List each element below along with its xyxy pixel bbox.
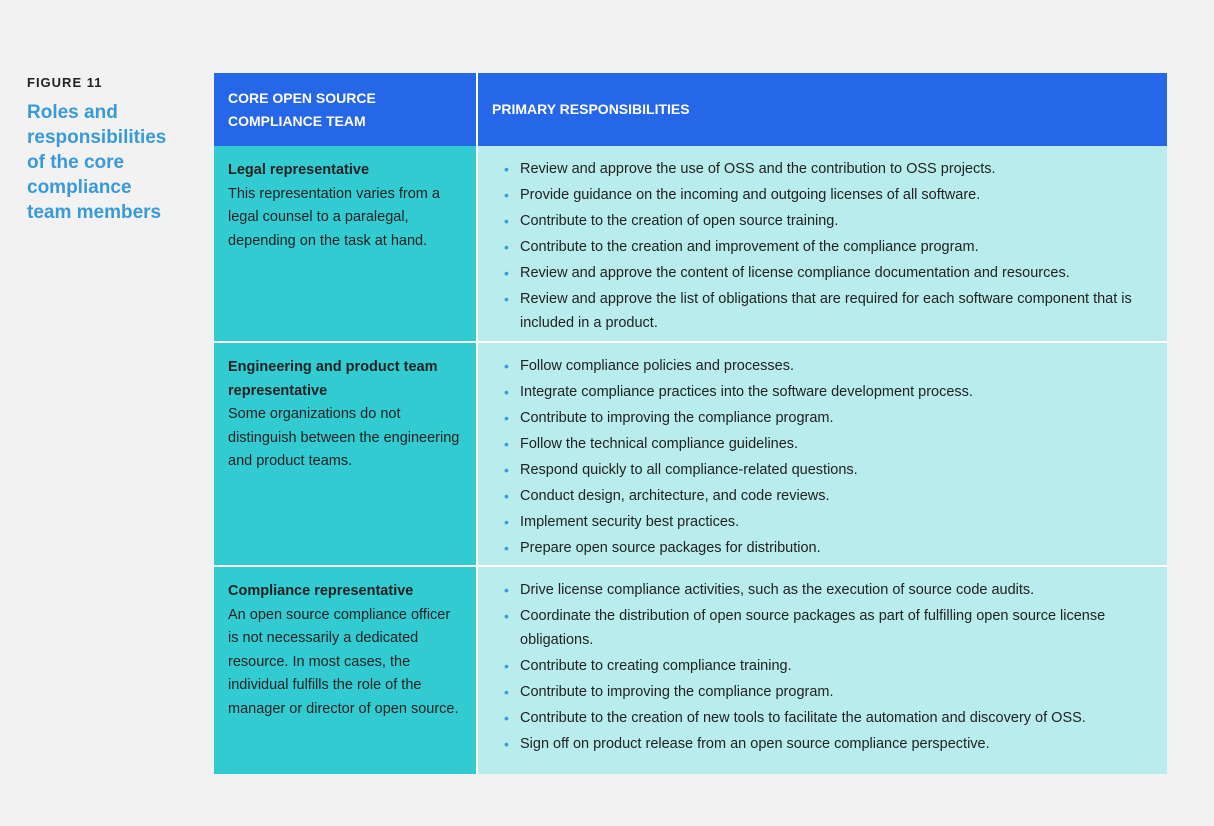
bullet-icon: • [504, 709, 509, 726]
responsibility-item [502, 733, 1153, 757]
role-cell [214, 342, 477, 566]
bullet-icon: • [504, 608, 509, 624]
roles-table [214, 73, 1167, 774]
responsibility-item [502, 459, 1153, 483]
responsibility-item [502, 236, 1153, 260]
bullet-icon: • [504, 735, 509, 752]
responsibility-item [502, 537, 1153, 561]
responsibility-list [502, 158, 1153, 335]
bullet-icon: • [504, 683, 509, 700]
responsibility-item [502, 485, 1153, 509]
table-header-row [214, 73, 1167, 146]
bullet-icon: • [504, 657, 509, 674]
responsibilities-cell [477, 342, 1167, 566]
responsibility-item [502, 158, 1153, 182]
bullet-icon: • [504, 514, 509, 530]
bullet-icon: • [504, 239, 509, 255]
responsibility-text: Contribute to creating compliance training. [520, 657, 792, 674]
responsibility-text: Integrate compliance practices into the software development process. [520, 384, 973, 400]
header-core-team: CORE OPEN SOURCE COMPLIANCE TEAM [214, 73, 477, 146]
bullet-icon: • [504, 384, 509, 400]
responsibility-item [502, 184, 1153, 208]
bullet-icon: • [504, 187, 509, 203]
figure-label: FIGURE 11 [27, 75, 103, 90]
responsibility-text: Respond quickly to all compliance-related questions. [520, 462, 858, 478]
responsibility-text: Drive license compliance activities, such as the execution of source code audits. [520, 582, 1035, 598]
bullet-icon: • [504, 462, 509, 478]
figure-title-line: of the core [27, 152, 125, 173]
responsibility-text: Prepare open source packages for distribution. [520, 540, 821, 556]
responsibility-text: Contribute to the creation of new tools to facilitate the automation and discovery of OSS. [520, 709, 1086, 726]
role-cell [214, 146, 477, 342]
bullet-icon: • [504, 358, 509, 374]
responsibility-text: Conduct design, architecture, and code reviews. [520, 488, 830, 504]
responsibility-text: Review and approve the content of license compliance documentation and resources. [520, 265, 1070, 281]
responsibility-item [502, 605, 1153, 652]
figure-title-line: responsibilities [27, 127, 167, 148]
responsibility-item [502, 355, 1153, 379]
responsibility-text: Contribute to the creation and improvement of the compliance program. [520, 239, 979, 255]
bullet-icon: • [504, 265, 509, 281]
table-row [214, 146, 1167, 342]
table-row [214, 342, 1167, 566]
figure-title-line: Roles and [27, 102, 118, 123]
responsibility-text: Contribute to improving the compliance program. [520, 410, 834, 426]
responsibility-item [502, 433, 1153, 457]
responsibility-text: Review and approve the list of obligations that are required for each software component that is included in a product. [520, 291, 1132, 331]
bullet-icon: • [504, 582, 509, 598]
bullet-icon: • [504, 213, 509, 229]
table-row [214, 566, 1167, 774]
bullet-icon: • [504, 291, 509, 307]
responsibility-text: Follow compliance policies and processes. [520, 358, 795, 374]
responsibility-text: Implement security best practices. [520, 514, 740, 530]
responsibility-text: Provide guidance on the incoming and outgoing licenses of all software. [520, 187, 981, 203]
responsibility-text: Follow the technical compliance guidelines. [520, 436, 799, 452]
role-name: Compliance representative [228, 583, 414, 599]
responsibility-item [502, 707, 1153, 731]
figure-title-line: team members [27, 202, 162, 223]
responsibility-item [502, 681, 1153, 705]
responsibility-item [502, 210, 1153, 234]
role-name: Legal representative [228, 162, 370, 178]
bullet-icon: • [504, 488, 509, 504]
figure-title [27, 100, 187, 225]
responsibilities-cell [477, 566, 1167, 774]
bullet-icon: • [504, 410, 509, 426]
figure-title-line: compliance [27, 177, 132, 198]
role-description: This representation varies from a legal counsel to a paralegal, depending on the task at hand. [228, 185, 440, 249]
role-description: Some organizations do not distinguish between the engineering and product teams. [228, 406, 460, 469]
responsibility-item [502, 579, 1153, 603]
responsibility-item [502, 511, 1153, 535]
responsibility-item [502, 262, 1153, 286]
responsibility-text: Contribute to the creation of open source training. [520, 213, 839, 229]
responsibility-text: Sign off on product release from an open source compliance perspective. [520, 735, 990, 752]
responsibility-text: Review and approve the use of OSS and the contribution to OSS projects. [520, 161, 996, 177]
bullet-icon: • [504, 540, 509, 556]
responsibility-item [502, 288, 1153, 335]
role-description: An open source compliance officer is not necessarily a dedicated resource. In most cases, the individual fulfills the role of the manager or director of open source. [228, 606, 459, 717]
bullet-icon: • [504, 161, 509, 177]
bullet-icon: • [504, 436, 509, 452]
role-cell [214, 566, 477, 774]
responsibility-item [502, 381, 1153, 405]
header-responsibilities: PRIMARY RESPONSIBILITIES [477, 73, 1167, 146]
responsibility-text: Coordinate the distribution of open source packages as part of fulfilling open source license obligations. [520, 608, 1106, 648]
responsibilities-cell [477, 146, 1167, 342]
role-name: Engineering and product team representative [228, 359, 438, 399]
responsibility-item [502, 655, 1153, 679]
responsibility-text: Contribute to improving the compliance program. [520, 683, 834, 700]
responsibility-list [502, 579, 1153, 756]
responsibility-list [502, 355, 1153, 561]
responsibility-item [502, 407, 1153, 431]
